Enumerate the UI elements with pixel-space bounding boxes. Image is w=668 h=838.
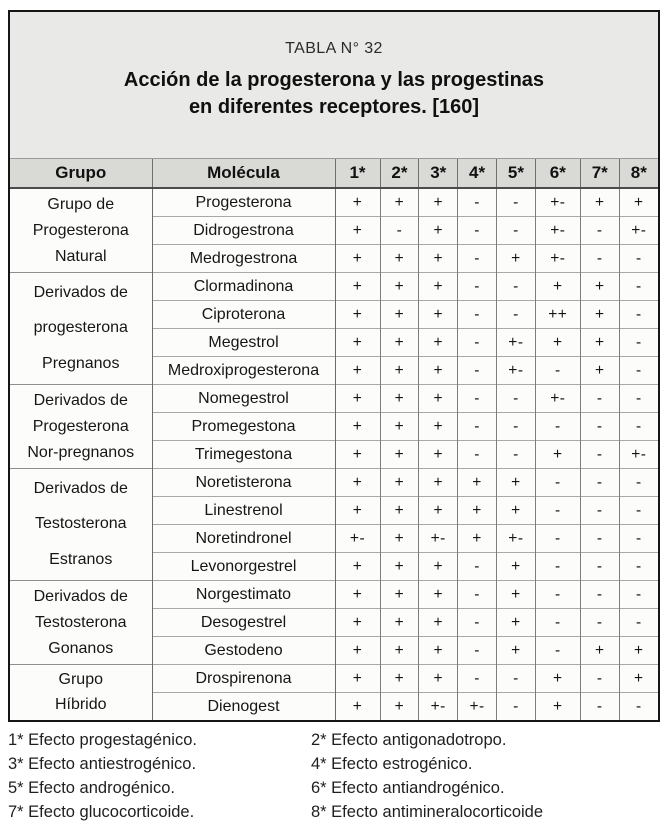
effect-value-cell: + (380, 441, 419, 469)
effect-value-cell: + (419, 441, 458, 469)
molecule-cell: Progesterona (152, 188, 335, 217)
effect-value-cell: - (619, 469, 658, 497)
effect-value-cell: + (335, 553, 380, 581)
effect-value-cell: + (535, 441, 580, 469)
molecule-cell: Noretindronel (152, 525, 335, 553)
effect-value-cell: + (580, 357, 619, 385)
effect-value-cell: + (419, 413, 458, 441)
effect-value-cell: - (619, 329, 658, 357)
molecule-cell: Norgestimato (152, 581, 335, 609)
group-label-line: Gonanos (48, 639, 114, 657)
effect-value-cell: + (335, 581, 380, 609)
effect-value-cell: + (380, 637, 419, 665)
effect-value-cell: + (535, 693, 580, 721)
group-label-line: Natural (54, 247, 107, 265)
molecule-cell: Drospirenona (152, 665, 335, 693)
effect-value-cell: +- (419, 693, 458, 721)
molecule-cell: Desogestrel (152, 609, 335, 637)
table-caption: TABLA N° 32 (285, 40, 383, 57)
group-label-line: Híbrido (54, 696, 107, 713)
effect-value-cell: +- (458, 693, 497, 721)
effect-value-cell: + (335, 497, 380, 525)
effect-value-cell: - (619, 497, 658, 525)
effect-value-cell: + (335, 301, 380, 329)
effect-value-cell: - (580, 553, 619, 581)
effect-value-cell: + (419, 329, 458, 357)
effect-value-cell: +- (535, 188, 580, 217)
effect-value-cell: + (380, 413, 419, 441)
effect-value-cell: - (580, 581, 619, 609)
effect-value-cell: + (335, 217, 380, 245)
legend-item: 3* Efecto antiestrogénico. (8, 755, 197, 773)
group-label-line: Grupo (58, 671, 103, 688)
effect-value-cell: - (619, 525, 658, 553)
effect-value-cell: + (496, 637, 535, 665)
column-header-2: 2* (380, 159, 419, 189)
effect-value-cell: - (496, 413, 535, 441)
column-header-molecula: Molécula (152, 159, 335, 189)
column-header-8: 8* (619, 159, 658, 189)
effect-value-cell: +- (496, 329, 535, 357)
table-body (10, 188, 658, 720)
effect-value-cell: - (619, 413, 658, 441)
effect-value-cell: + (380, 273, 419, 301)
molecule-cell: Medroxiprogesterona (152, 357, 335, 385)
effect-value-cell: + (419, 637, 458, 665)
effect-value-cell: - (458, 581, 497, 609)
effect-value-cell: - (580, 525, 619, 553)
effect-value-cell: - (580, 413, 619, 441)
effect-value-cell: + (419, 217, 458, 245)
effect-value-cell: + (619, 665, 658, 693)
effect-value-cell: - (580, 217, 619, 245)
effect-value-cell: - (458, 609, 497, 637)
effect-value-cell: - (496, 693, 535, 721)
receptor-effects-table (10, 158, 658, 720)
effect-value-cell: + (496, 553, 535, 581)
effect-value-cell: - (496, 385, 535, 413)
effect-value-cell: - (535, 609, 580, 637)
effect-value-cell: - (458, 273, 497, 301)
effect-value-cell: + (335, 469, 380, 497)
effect-value-cell: - (580, 693, 619, 721)
effect-value-cell: + (335, 273, 380, 301)
effect-value-cell: - (496, 665, 535, 693)
group-label-line: progesterona (33, 319, 128, 337)
effect-value-cell: + (380, 469, 419, 497)
effect-value-cell: + (335, 609, 380, 637)
effect-value-cell: - (535, 357, 580, 385)
effect-value-cell: + (380, 693, 419, 721)
effect-value-cell: - (619, 609, 658, 637)
effect-value-cell: - (580, 385, 619, 413)
effect-value-cell: - (619, 273, 658, 301)
effect-value-cell: - (580, 469, 619, 497)
effect-value-cell: +- (535, 217, 580, 245)
effect-value-cell: - (619, 581, 658, 609)
effect-value-cell: + (580, 188, 619, 217)
molecule-cell: Promegestona (152, 413, 335, 441)
table-row (10, 188, 658, 217)
group-label-line: Derivados de (33, 391, 128, 409)
effect-value-cell: +- (496, 357, 535, 385)
effect-value-cell: + (580, 301, 619, 329)
effect-value-cell: + (335, 637, 380, 665)
effect-value-cell: + (458, 497, 497, 525)
table-row (10, 273, 658, 301)
table-row (10, 385, 658, 413)
effect-value-cell: + (419, 301, 458, 329)
effect-value-cell: + (380, 329, 419, 357)
effect-value-cell: - (496, 273, 535, 301)
group-label-line: Pregnanos (42, 354, 120, 372)
effect-value-cell: + (496, 609, 535, 637)
effect-value-cell: - (580, 441, 619, 469)
column-header-5: 5* (496, 159, 535, 189)
legend-item: 8* Efecto antimineralocorticoide (311, 803, 544, 821)
effect-value-cell: +- (535, 385, 580, 413)
effect-value-cell: + (380, 665, 419, 693)
molecule-cell: Megestrol (152, 329, 335, 357)
effect-value-cell: + (419, 665, 458, 693)
group-cell (10, 581, 152, 665)
effect-value-cell: - (580, 497, 619, 525)
effect-value-cell: - (535, 525, 580, 553)
effect-value-cell: +- (496, 525, 535, 553)
effect-value-cell: - (580, 665, 619, 693)
effect-value-cell: - (535, 637, 580, 665)
effect-value-cell: +- (335, 525, 380, 553)
group-label-line: Testosterona (34, 515, 127, 533)
molecule-cell: Trimegestona (152, 441, 335, 469)
effect-value-cell: + (458, 525, 497, 553)
effect-value-cell: - (619, 301, 658, 329)
effect-value-cell: - (619, 385, 658, 413)
effect-value-cell: + (419, 581, 458, 609)
group-label-line: Derivados de (33, 284, 128, 302)
effect-value-cell: + (419, 609, 458, 637)
table-row (10, 581, 658, 609)
group-label-line: Nor-pregnanos (27, 443, 135, 461)
effect-value-cell: + (380, 525, 419, 553)
effect-value-cell: - (496, 301, 535, 329)
effect-value-cell: - (496, 441, 535, 469)
effect-value-cell: + (380, 245, 419, 273)
group-cell (10, 665, 152, 721)
effect-value-cell: - (458, 637, 497, 665)
table-header-row (10, 159, 658, 189)
effect-value-cell: + (335, 188, 380, 217)
effect-value-cell: - (619, 245, 658, 273)
group-label-line: Estranos (49, 550, 113, 568)
effect-value-cell: + (419, 188, 458, 217)
effect-value-cell: - (580, 245, 619, 273)
effect-value-cell: + (380, 609, 419, 637)
column-header-1: 1* (335, 159, 380, 189)
group-label-line: Testosterona (34, 613, 127, 631)
effect-value-cell: - (496, 217, 535, 245)
effect-value-cell: + (335, 413, 380, 441)
effect-value-cell: - (535, 469, 580, 497)
effect-value-cell: + (580, 637, 619, 665)
effect-value-cell: - (458, 245, 497, 273)
column-header-7: 7* (580, 159, 619, 189)
effect-value-cell: + (580, 329, 619, 357)
molecule-cell: Noretisterona (152, 469, 335, 497)
effect-value-cell: + (419, 385, 458, 413)
table-row (10, 665, 658, 693)
effect-value-cell: + (419, 245, 458, 273)
molecule-cell: Levonorgestrel (152, 553, 335, 581)
effect-value-cell: - (458, 413, 497, 441)
effect-value-cell: + (496, 581, 535, 609)
legend-item: 6* Efecto antiandrogénico. (311, 779, 505, 797)
molecule-cell: Gestodeno (152, 637, 335, 665)
column-header-grupo: Grupo (10, 159, 152, 189)
effect-value-cell: + (458, 469, 497, 497)
effect-value-cell: + (419, 469, 458, 497)
effect-value-cell: - (458, 385, 497, 413)
effect-value-cell: - (535, 581, 580, 609)
effect-value-cell: - (535, 413, 580, 441)
effect-value-cell: + (419, 273, 458, 301)
effect-value-cell: + (380, 301, 419, 329)
effect-value-cell: + (580, 273, 619, 301)
effect-value-cell: - (458, 665, 497, 693)
effect-value-cell: + (496, 497, 535, 525)
molecule-cell: Medrogestrona (152, 245, 335, 273)
effect-value-cell: + (335, 245, 380, 273)
effect-value-cell: + (535, 329, 580, 357)
effect-value-cell: - (619, 693, 658, 721)
table-title-line1: Acción de la progesterona y las progestinas (123, 69, 545, 91)
molecule-cell: Clormadinona (152, 273, 335, 301)
effect-value-cell: + (419, 357, 458, 385)
effect-value-cell: - (496, 188, 535, 217)
effect-value-cell: + (419, 497, 458, 525)
effect-value-cell: + (335, 357, 380, 385)
effect-value-cell: - (458, 553, 497, 581)
effect-value-cell: + (380, 497, 419, 525)
effect-value-cell: + (335, 693, 380, 721)
legend-item: 5* Efecto androgénico. (8, 779, 175, 797)
effect-value-cell: - (535, 553, 580, 581)
effect-value-cell: + (535, 665, 580, 693)
group-cell (10, 273, 152, 385)
column-header-4: 4* (458, 159, 497, 189)
effect-value-cell: +- (619, 217, 658, 245)
table-title-block (10, 12, 658, 158)
effect-value-cell: - (458, 357, 497, 385)
molecule-cell: Didrogestrona (152, 217, 335, 245)
table-title-line2: en diferentes receptores. [160] (188, 96, 480, 118)
effect-value-cell: - (619, 553, 658, 581)
effect-value-cell: + (496, 469, 535, 497)
effect-value-cell: + (335, 665, 380, 693)
column-header-3: 3* (419, 159, 458, 189)
column-header-6: 6* (535, 159, 580, 189)
effect-value-cell: - (380, 217, 419, 245)
molecule-cell: Ciproterona (152, 301, 335, 329)
effect-value-cell: + (619, 188, 658, 217)
group-label-line: Progesterona (32, 417, 129, 435)
effect-value-cell: + (335, 329, 380, 357)
group-label-line: Grupo de (47, 195, 115, 213)
effect-value-cell: +- (535, 245, 580, 273)
effect-value-cell: + (619, 637, 658, 665)
effect-value-cell: + (419, 553, 458, 581)
molecule-cell: Linestrenol (152, 497, 335, 525)
effect-value-cell: + (380, 581, 419, 609)
effect-value-cell: - (458, 329, 497, 357)
group-cell (10, 469, 152, 581)
group-label-line: Derivados de (33, 587, 128, 605)
effect-value-cell: + (380, 188, 419, 217)
table-row (10, 469, 658, 497)
effect-value-cell: + (380, 385, 419, 413)
effect-value-cell: ++ (535, 301, 580, 329)
effect-value-cell: + (496, 245, 535, 273)
effect-value-cell: + (335, 441, 380, 469)
effect-value-cell: - (458, 217, 497, 245)
effect-value-cell: - (580, 609, 619, 637)
effect-value-cell: - (458, 301, 497, 329)
effect-value-cell: +- (619, 441, 658, 469)
effect-value-cell: - (458, 188, 497, 217)
group-label-line: Derivados de (33, 480, 128, 498)
legend-item: 2* Efecto antigonadotropo. (311, 731, 507, 749)
legend-item: 1* Efecto progestagénico. (8, 731, 197, 749)
effect-value-cell: - (458, 441, 497, 469)
effect-value-cell: +- (419, 525, 458, 553)
molecule-cell: Dienogest (152, 693, 335, 721)
effect-value-cell: + (535, 273, 580, 301)
effect-value-cell: + (335, 385, 380, 413)
effect-value-cell: - (535, 497, 580, 525)
group-cell (10, 188, 152, 273)
table-container (8, 10, 660, 722)
effect-value-cell: + (380, 553, 419, 581)
molecule-cell: Nomegestrol (152, 385, 335, 413)
legend (8, 731, 660, 822)
effect-value-cell: - (619, 357, 658, 385)
legend-item: 4* Efecto estrogénico. (311, 755, 473, 773)
effect-value-cell: + (380, 357, 419, 385)
group-label-line: Progesterona (32, 221, 129, 239)
legend-item: 7* Efecto glucocorticoide. (8, 803, 195, 821)
group-cell (10, 385, 152, 469)
